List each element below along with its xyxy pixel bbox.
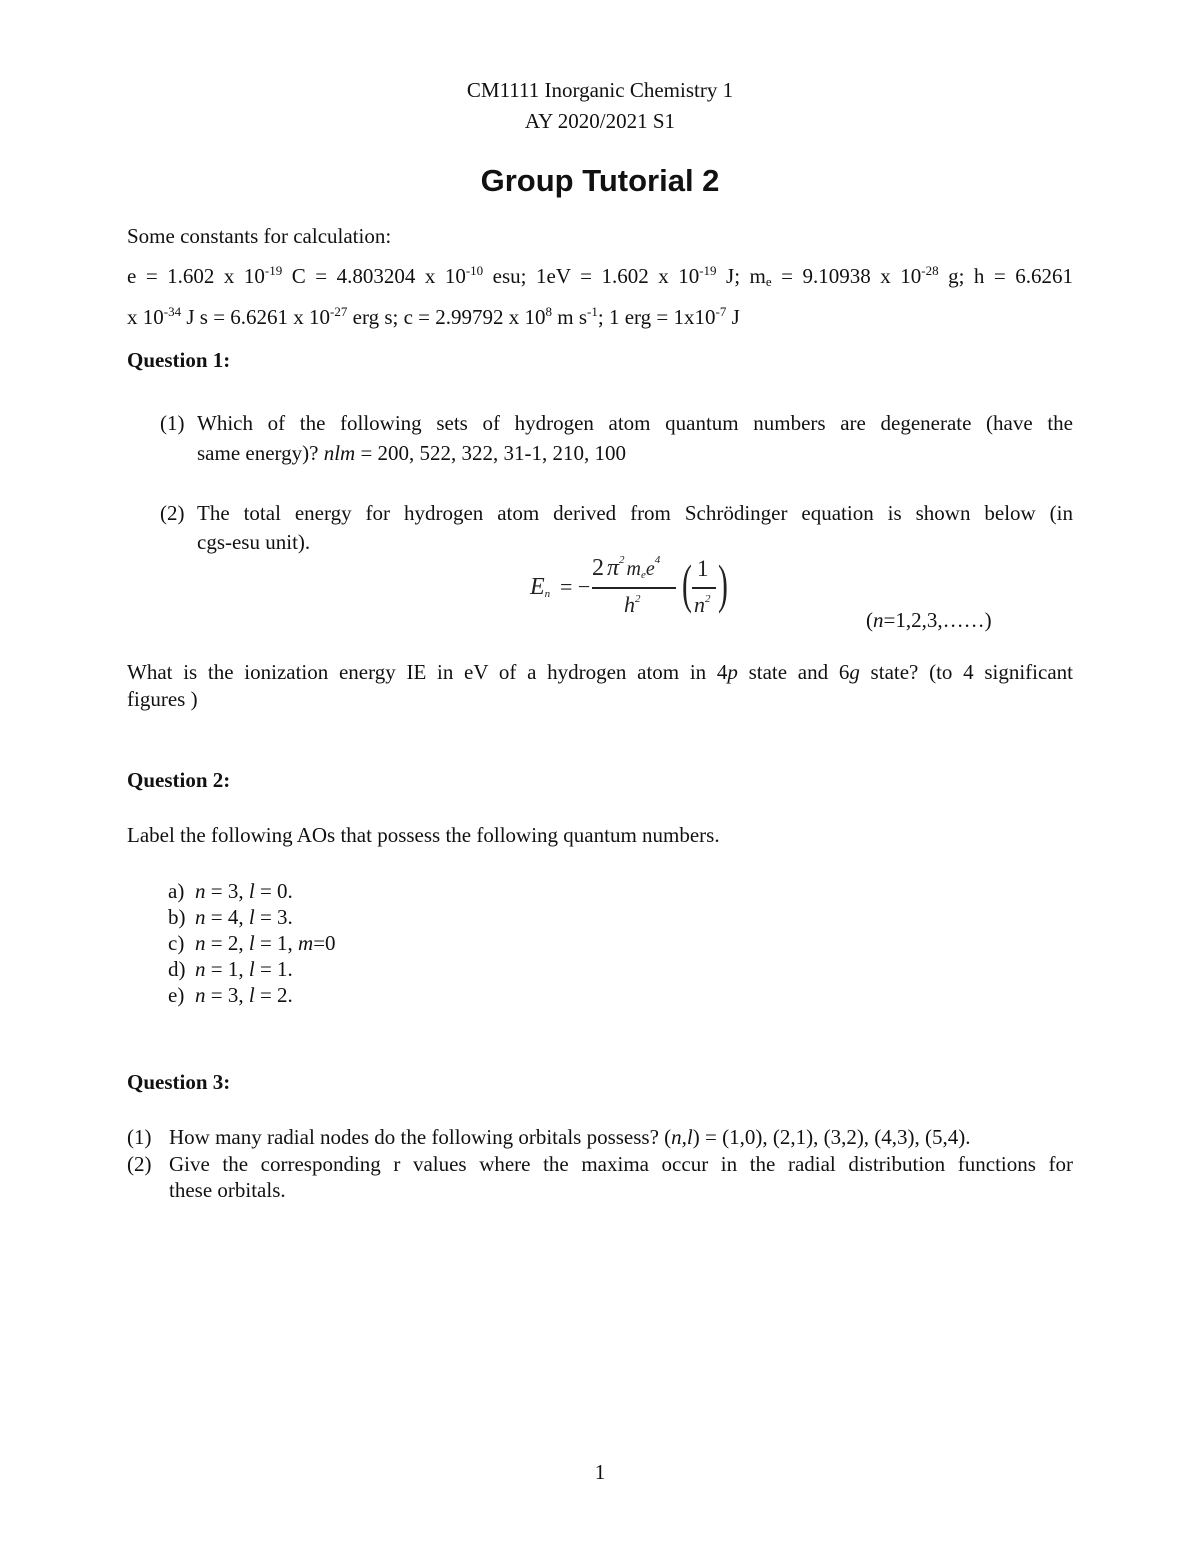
- exp: 2: [635, 593, 641, 605]
- text: n,l: [671, 1125, 693, 1149]
- text: state? (to 4 significant: [859, 660, 1073, 684]
- exp: -19: [264, 263, 283, 278]
- text: m: [626, 558, 641, 580]
- exp: -10: [465, 263, 484, 278]
- text: E: [530, 574, 545, 600]
- text: erg s; c = 2.99792 x 10: [347, 305, 546, 329]
- question-3-heading: Question 3:: [127, 1070, 231, 1094]
- text: C = 4.803204 x 10: [282, 264, 466, 288]
- course-header: CM1111 Inorganic Chemistry 1: [466, 78, 734, 102]
- text: 2: [592, 555, 604, 581]
- text: 0: [277, 879, 288, 903]
- text: g: [849, 660, 860, 684]
- text: (: [866, 608, 873, 632]
- sub: e: [640, 569, 646, 581]
- text: e): [168, 983, 185, 1007]
- q3-part-1-number: (1): [127, 1125, 152, 1149]
- text: =1,2,3,……): [883, 608, 992, 632]
- exp: 4: [654, 554, 661, 566]
- text: 2: [277, 983, 288, 1007]
- text: state and 6: [737, 660, 850, 684]
- inner-denominator: [694, 592, 711, 618]
- page-number: 1: [594, 1460, 606, 1484]
- formula-equals: = −: [560, 574, 591, 599]
- text: esu; 1eV = 1.602 x 10: [483, 264, 700, 288]
- exp: 8: [545, 304, 552, 319]
- text: = 200, 522, 322, 31-1, 210, 100: [355, 441, 627, 465]
- q1-part-1-line-1: Which of the following sets of hydrogen atom quantum numbers are degenerate (have the: [197, 411, 1073, 435]
- formula-denominator: [624, 592, 641, 618]
- sub: e: [765, 274, 772, 289]
- list-item: e) n = 3, l = 2.: [168, 983, 293, 1007]
- exp: -19: [699, 263, 717, 278]
- exp: -7: [715, 304, 727, 319]
- text: 4: [227, 905, 239, 929]
- text: 3: [227, 879, 239, 903]
- left-paren: (: [682, 554, 692, 614]
- list-item: d) n = 1, l = 1.: [168, 957, 293, 981]
- nlm-symbol: nlm: [323, 441, 356, 465]
- inner-numerator: 1: [697, 556, 709, 581]
- exp: 2: [705, 593, 711, 605]
- text: J; m: [716, 264, 766, 288]
- text: ) = (1,0), (2,1), (3,2), (4,3), (5,4).: [692, 1125, 971, 1149]
- exp: 2: [619, 554, 625, 566]
- text: ; 1 erg = 1x10: [597, 305, 716, 329]
- exp: -1: [587, 304, 598, 319]
- q1-part-2-line-1: The total energy for hydrogen atom derived from Schrödinger equation is shown below (in: [197, 501, 1073, 525]
- text: d): [168, 957, 186, 981]
- formula-lhs: [530, 574, 550, 601]
- constants-line-2: [127, 304, 740, 330]
- q3-part-1-text: [169, 1124, 971, 1150]
- text: e = 1.602 x 10: [127, 264, 265, 288]
- exp: -28: [921, 263, 939, 278]
- text: 3: [227, 983, 239, 1007]
- question-1-heading: Question 1:: [127, 348, 231, 372]
- q3-part-2-number: (2): [127, 1152, 152, 1176]
- q1-part-2-number: (2): [160, 501, 185, 525]
- q2-list: [168, 878, 336, 1008]
- text: a): [168, 879, 185, 903]
- constants-intro: Some constants for calculation:: [127, 224, 392, 248]
- q1-part-2-line-2: cgs-esu unit).: [197, 530, 311, 554]
- q1-question-line-2: figures ): [127, 687, 198, 711]
- constants-line-1: [127, 263, 1073, 289]
- right-paren: ): [718, 554, 728, 614]
- formula-numerator: [592, 555, 660, 582]
- text: 3: [277, 905, 288, 929]
- q3-part-2-line-2: these orbitals.: [169, 1178, 286, 1202]
- text: n: [694, 592, 705, 617]
- text: x 10: [127, 305, 164, 329]
- q1-part-1-line-2: [197, 440, 626, 466]
- text: 2: [227, 931, 239, 955]
- q1-part-1-number: (1): [160, 411, 185, 435]
- text: = 9.10938 x 10: [771, 264, 922, 288]
- text: e: [645, 558, 655, 580]
- text: 1: [277, 931, 288, 955]
- text: 1: [277, 957, 288, 981]
- fraction-bar: [592, 587, 676, 589]
- text: h: [624, 592, 635, 617]
- page-title: Group Tutorial 2: [480, 163, 720, 198]
- text: g; h = 6.6261: [938, 264, 1074, 288]
- exp: -27: [330, 304, 348, 319]
- text: J: [726, 305, 740, 329]
- text: How many radial nodes do the following orbitals possess? (: [169, 1125, 672, 1149]
- text: p: [727, 660, 738, 684]
- text: n: [873, 608, 884, 632]
- text: m s: [552, 305, 588, 329]
- question-2-heading: Question 2:: [127, 768, 231, 792]
- exp: -34: [163, 304, 182, 319]
- text: b): [168, 905, 186, 929]
- q2-intro: Label the following AOs that possess the following quantum numbers.: [127, 823, 720, 847]
- q1-question-line-1: [127, 659, 1073, 685]
- text: same energy)?: [197, 441, 324, 465]
- text: 1: [227, 957, 239, 981]
- list-item: b) n = 4, l = 3.: [168, 905, 293, 929]
- list-item: a) n = 3, l = 0.: [168, 879, 293, 903]
- text: What is the ionization energy IE in eV of a hydrogen atom in 4: [127, 660, 728, 684]
- sub: n: [544, 588, 551, 600]
- text: 0: [325, 931, 336, 955]
- q3-part-2-line-1: Give the corresponding r values where the maxima occur in the radial distribution functions for: [169, 1152, 1073, 1176]
- list-item: c) n = 2, l = 1, m=0: [168, 931, 336, 955]
- text: J s = 6.6261 x 10: [181, 305, 331, 329]
- text: c): [168, 931, 185, 955]
- energy-formula: [530, 555, 730, 627]
- inner-fraction-bar: [692, 587, 716, 589]
- text: π: [607, 555, 620, 581]
- term-header: AY 2020/2021 S1: [524, 109, 676, 133]
- formula-range: [866, 607, 992, 633]
